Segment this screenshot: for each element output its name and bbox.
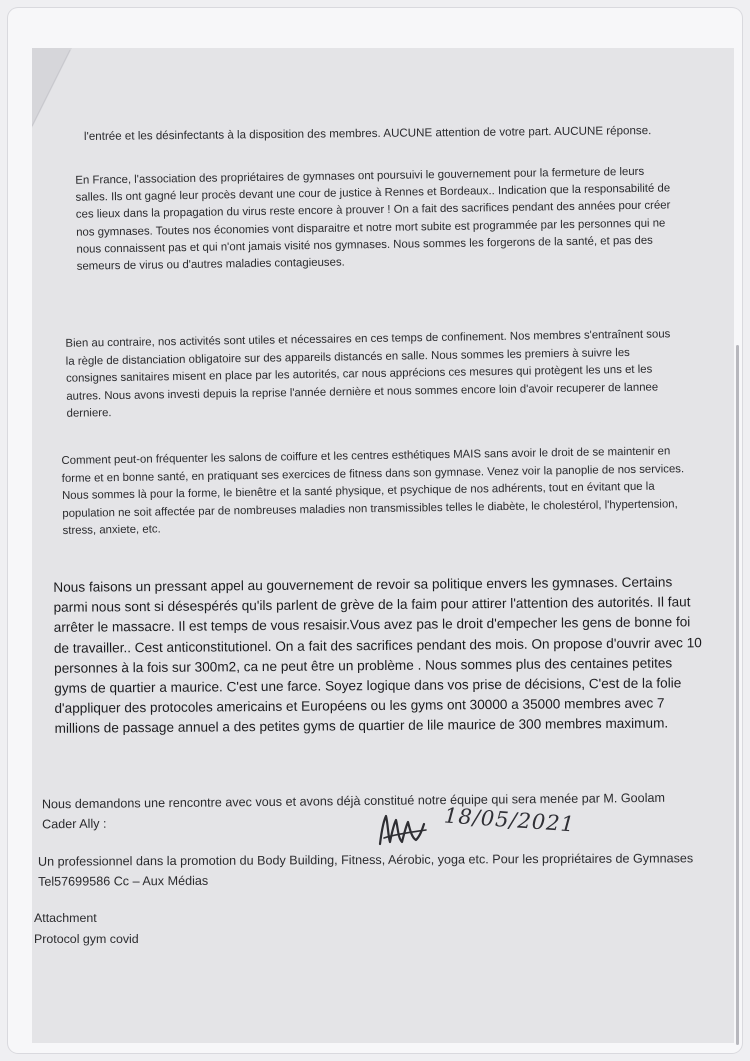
- paragraph-4: Comment peut-on fréquenter les salons de coiffure et les centres esthétiques MAIS sans avoir le droit de se maintenir en forme et en bonne santé, en pratiquant ses exercices de fitness dans son gymnase. Venez voir la panoplie de nos services. Nous sommes là pour la forme, le bienêtre et la santé physique, et psychique de nos adhérents, tout en évitant que la population ne soit affectée par de nombreuses maladies non transmissibles telles le diabète, le cholestérol, l'hypertension, stress, anxiete, etc.: [61, 445, 685, 538]
- attachment-name: Protocol gym covid: [34, 932, 139, 946]
- appeal-paragraph: Nous faisons un pressant appel au gouvernement de revoir sa politique envers les gymnases. Certains parmi nous sont si désespérés qu'ils parlent de grève de la faim pour attirer l'attention des autorités. Il faut arrêter le massacre. Il est temps de vous resaisir.Vous avez pas le droit d'empecher les gens de bonne foi de travailler.. Cest anticonstitutionel. On a fait des sacrifices pendant des mois. On propose d'ouvrir avec 10 personnes à la fois sur 300m2, ca ne peut être un problème . Nous sommes plus des centaines petites gyms de quartier a maurice. C'est une farce. Soyez logique dans vos prise de décisions, C'est de la folie d'appliquer des protocoles americains et Européens ou les gyms ont 30000 a 35000 membres avec 7 millions de passage annuel a des petites gyms de quartier de lile maurice de 300 membres maximum.: [53, 574, 702, 737]
- handwritten-signature: [376, 810, 436, 850]
- paragraph-2: En France, l'association des propriétaires de gymnases ont poursuivi le gouvernement pour la fermeture de leurs salles. Ils ont gagné leur procès devant une cour de justice à Rennes et Bordeaux.. Indication que la responsabilité de ces lieux dans la propagation du virus reste encore à prouver ! On a fait des sacrifices pendant des années pour créer nos gymnases. Toutes nos économies vont disparaitre et notre mort subite est programmée par les personnes qui ne nous connaissent pas et qui n'ont jamais visité nos gymnases. Nous sommes les forgerons de la santé, et pas des semeurs de virus ou d'autres maladies contagieuses.: [75, 165, 671, 273]
- handwritten-date: 18/05/2021: [443, 803, 576, 837]
- viewer-frame: [8, 8, 742, 1053]
- vertical-scrollbar[interactable]: [736, 345, 739, 1045]
- meeting-request: Nous demandons une rencontre avec vous et avons déjà constitué notre équipe qui sera menée par M. Goolam Cader Ally :: [41, 790, 666, 831]
- attachment-block: [34, 908, 334, 950]
- paragraph-3: Bien au contraire, nos activités sont utiles et nécessaires en ces temps de confinement. Nos membres s'entraînent sous la règle de distanciation obligatoire sur des appareils distancés en salle. Nous sommes les premiers à suivre les consignes sanitaires misent en place par les autorités, car nous apprécions ces mesures qui protègent les uns et les autres. Nous avons investi depuis la reprise l'année dernière et nous sommes encore loin d'avoir recuperer de lannee derniere.: [65, 328, 671, 421]
- attachment-label: Attachment: [34, 911, 97, 925]
- team-lead-description: Un professionnel dans la promotion du Body Building, Fitness, Aérobic, yoga etc. Pour les propriétaires de Gymnases Tel57699586 Cc – Aux Médias: [37, 851, 694, 889]
- paragraph-1: l'entrée et les désinfectants à la disposition des membres. AUCUNE attention de votre part. AUCUNE réponse.: [83, 124, 652, 143]
- scanned-page: [32, 48, 734, 1043]
